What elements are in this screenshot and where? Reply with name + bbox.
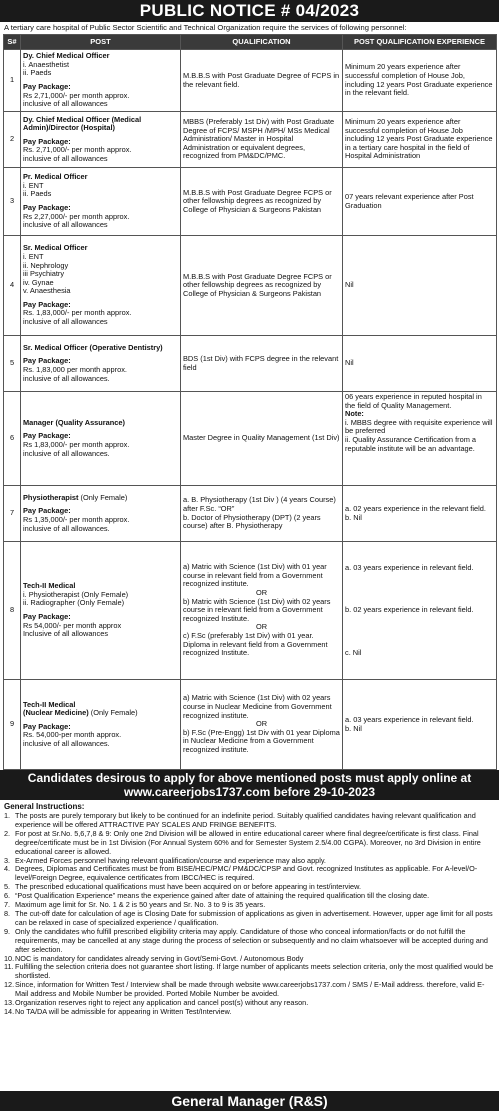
instruction-number: 1. — [4, 811, 11, 820]
posts-table — [3, 34, 497, 770]
row-sno: 5 — [4, 336, 21, 392]
table-row — [4, 112, 497, 168]
experience-item: b. Nil — [345, 512, 362, 522]
experience-item: Minimum 20 years experience after successful completion of House Job, including 12 years Post Graduate experience in the relevant field. — [345, 62, 493, 98]
qualification-item: b) F.Sc (Pre-Engg) 1st Div with 01 year Diploma in Nuclear Medicine from a Government recognized institute. — [183, 727, 340, 754]
row-qualification — [181, 486, 343, 542]
post-sub-item: iv. Gynae — [23, 277, 54, 287]
row-qualification — [181, 168, 343, 236]
post-sub-item: ii. Radiographer (Only Female) — [23, 598, 125, 608]
row-post — [21, 336, 181, 392]
pay-package-value: inclusive of all allowances — [23, 220, 108, 230]
qualification-item: b. Doctor of Physiotherapy (DPT) (2 years course) after B. Physiotherapy — [183, 512, 321, 531]
row-experience — [343, 336, 497, 392]
row-qualification — [181, 392, 343, 486]
instruction-text: Ex-Armed Forces personnel having relevant qualification/course and experience may also apply. — [15, 855, 326, 865]
instruction-number: 12. — [4, 980, 15, 990]
instruction-number: 2. — [4, 828, 11, 838]
instruction-number: 8. — [4, 908, 11, 918]
instruction-text: The posts are purely temporary but likely to be continued for an indefinite period. Suitably qualified candidates having relevant qualification and experience will be offered ATTRACTIVE PAY SCALES AND FRINGE BENEFITS. — [15, 811, 476, 829]
post-sub-item: i. Physiotherapist (Only Female) — [23, 589, 129, 599]
qualification-item: M.B.B.S with Post Graduate Degree of FCPS in the relevant field. — [183, 70, 340, 89]
pay-package-value: inclusive of all allowances. — [23, 373, 110, 383]
notice-title: PUBLIC NOTICE # 04/2023 — [0, 0, 499, 22]
instruction-number: 4. — [4, 864, 11, 874]
qualification-item: M.B.B.S with Post Graduate Degree FCPS or other fellowship degrees as recognized by College of Physician & Surgeons Pakistan — [183, 187, 332, 214]
instruction-text: Only the candidates who fulfill prescribed eligibility criteria may apply. Candidature of those who conceal information/facts or do not fulfill the requirements, may be cancelled at any stage during the process of selection or subsequently and no claim whatsoever will be accepted during and after selection. — [15, 926, 488, 954]
instruction-number: 13. — [4, 998, 15, 1008]
experience-item: 06 years experience in reputed hospital in the field of Quality Management. — [345, 392, 482, 410]
pay-package-label: Pay Package: — [23, 721, 71, 731]
pay-package-value: Rs. 1,83,000/- per month approx. — [23, 308, 132, 318]
signatory: General Manager (R&S) — [0, 1091, 499, 1111]
table-row — [4, 336, 497, 392]
instruction-item — [4, 830, 495, 857]
pay-package-value: inclusive of all allowances — [23, 99, 108, 109]
row-post — [21, 50, 181, 112]
post-title — [23, 116, 178, 133]
pay-package-value: Rs 2,71,000/- per month approx. — [23, 90, 130, 100]
row-qualification — [181, 542, 343, 680]
experience-note-label: Note: — [345, 409, 364, 419]
header-sno: S# — [4, 35, 21, 50]
row-experience — [343, 486, 497, 542]
row-qualification — [181, 680, 343, 770]
header-experience: POST QUALIFICATION EXPERIENCE — [343, 35, 497, 50]
experience-item: a. 02 years experience in the relevant field. — [345, 503, 486, 513]
instruction-text: Since, information for Written Test / Interview shall be made through website www.careerjobs1737.com / SMS / E-Mail address. therefore, valid E-Mail address and Mobile Number be provided. Ported Mobile Number be avoided. — [15, 980, 485, 999]
pay-package-value: Rs 54,000/- per month approx — [23, 620, 122, 630]
post-sub-item: v. Anaesthesia — [23, 286, 71, 296]
table-row — [4, 486, 497, 542]
experience-item: ii. Quality Assurance Certification from a reputable institute will be an advantage. — [345, 434, 477, 453]
experience-item: c. Nil — [345, 647, 362, 657]
qualification-item: a) Matric with Science (1st Div) with 01 year course in relevant field from a Government recognized institute. — [183, 562, 327, 589]
post-title-text: Dy. Chief Medical Officer — [23, 51, 110, 61]
pay-package-value: Rs. 54,000-per month approx. — [23, 730, 122, 740]
post-title-text: Pr. Medical Officer — [23, 172, 88, 182]
qualification-item: c) F.Sc (preferably 1st Div) with 01 year. Diploma in relevant field from a Government recognized Institute. — [183, 630, 328, 658]
pay-package-label: Pay Package: — [23, 356, 71, 366]
general-instructions-list — [0, 812, 499, 1017]
row-experience — [343, 236, 497, 336]
row-experience — [343, 392, 497, 486]
table-row — [4, 50, 497, 112]
post-title-text: Tech-II Medical — [23, 699, 76, 709]
instruction-item — [4, 865, 495, 883]
qualification-item: BDS (1st Div) with FCPS degree in the relevant field — [183, 353, 339, 372]
post-title-text: Manager (Quality Assurance) — [23, 417, 125, 427]
header-post: POST — [21, 35, 181, 50]
row-sno: 4 — [4, 236, 21, 336]
instruction-text: For post at Sr.No. 5,6,7,8 & 9: Only one 2nd Division will be allowed in entire educational career where final degree/certificate is first class. Final degree/certificate must be in 1st Division (For Annual System 60% and for Semester System 2.5/4.00 CGPA). Moreover, no 3rd Division in entire educational career is allowed. — [15, 828, 481, 856]
post-title-text: Physiotherapist — [23, 492, 79, 502]
instruction-text: “Post Qualification Experience” means the experience gained after date of attaining the required qualification till the closing date. — [15, 891, 430, 901]
instruction-text: Organization reserves right to reject any application and cancel post(s) without any reason. — [15, 998, 309, 1008]
post-sub-item: i. ENT — [23, 251, 44, 261]
instruction-number: 6. — [4, 891, 11, 901]
experience-item: 07 years relevant experience after Post Graduation — [345, 191, 474, 210]
instruction-item — [4, 981, 495, 999]
instruction-number: 5. — [4, 882, 11, 892]
instruction-text: NOC is mandatory for candidates already serving in Govt/Semi-Govt. / Autonomous Body — [15, 953, 304, 963]
instruction-number: 11. — [4, 962, 14, 972]
table-row — [4, 680, 497, 770]
pay-package-label: Pay Package: — [23, 612, 71, 621]
pay-package-value: Rs 1,35,000/- per month approx. — [23, 515, 130, 524]
pay-package-value: inclusive of all allowances. — [23, 738, 110, 748]
pay-package-value: Rs 1,83,000/- per month approx. — [23, 440, 130, 449]
table-row — [4, 542, 497, 680]
pay-package-value: Rs. 1,83,000 per month approx. — [23, 365, 127, 374]
post-title-text: Sr. Medical Officer (Operative Dentistry) — [23, 342, 163, 352]
banner-line1: Candidates desirous to apply for above mentioned posts must apply online at — [27, 771, 472, 785]
pay-package-label: Pay Package: — [23, 299, 71, 309]
instruction-text: The cut-off date for calculation of age is Closing Date for submission of applications as given in advertisement. However, upper age limit for all posts can be relaxed in case of specialized experience / qualification. — [15, 908, 493, 927]
post-sub-item: ii. Paeds — [23, 68, 52, 78]
instruction-text: Fulfilling the selection criteria does not guarantee short listing. If large number of applicants meets selection criteria, only the most qualified would be shortlisted. — [15, 962, 494, 981]
post-title-suffix: (Only Female) — [88, 708, 138, 718]
experience-item: b. 02 years experience in relevant field. — [345, 605, 474, 615]
header-qualification: QUALIFICATION — [181, 35, 343, 50]
experience-item: Nil — [345, 358, 354, 368]
row-experience — [343, 542, 497, 680]
row-experience — [343, 50, 497, 112]
row-sno: 9 — [4, 680, 21, 770]
general-instructions-heading: General Instructions: — [4, 802, 85, 811]
instruction-number: 10. — [4, 953, 15, 963]
experience-item: Nil — [345, 280, 354, 290]
post-title-suffix: (Only Female) — [78, 492, 128, 502]
row-experience — [343, 680, 497, 770]
instruction-text: Degrees, Diplomas and Certificates must be from BISE/HEC/PMC/ PM&DC/CPSP and Govt. recognized Institutes as applicable. For A-level/O-level/Foreign Degree, equivalence certificates from IBCC/HEC is required. — [15, 864, 478, 883]
pay-package-value: Rs. 2,71,000/- per month approx. — [23, 145, 132, 155]
post-title-text: Tech-II Medical — [23, 581, 76, 591]
pay-package-value: Inclusive of all allowances — [23, 629, 109, 639]
experience-item: b. Nil — [345, 723, 362, 733]
post-title — [23, 244, 178, 253]
pay-package-label: Pay Package: — [23, 136, 71, 146]
post-sub-item: i. ENT — [23, 180, 44, 190]
instruction-item — [4, 963, 495, 981]
post-sub-item: ii. Paeds — [23, 189, 52, 199]
pay-package-value: inclusive of all allowances. — [23, 523, 110, 533]
qualification-item: a) Matric with Science (1st Div) with 02 years course in Nuclear Medicine from Government recognized institute. — [183, 693, 332, 720]
post-title-line2: (Nuclear Medicine) — [23, 708, 89, 718]
row-qualification — [181, 236, 343, 336]
instruction-number: 3. — [4, 855, 11, 865]
instruction-number: 7. — [4, 900, 11, 910]
table-header-row — [4, 35, 497, 50]
post-sub-item: iii Psychiatry — [23, 269, 65, 279]
pay-package-value: inclusive of all allowances — [23, 317, 108, 327]
qualification-item: a. B. Physiotherapy (1st Div ) (4 years Course) after F.Sc. “OR” — [183, 495, 336, 513]
experience-item: Minimum 20 years experience after successful completion of House Job including 12 years Post Graduate experience in a tertiary care hospital in the field of Hospital Administration — [345, 117, 493, 161]
post-title — [23, 494, 178, 503]
notice-intro: A tertiary care hospital of Public Sector Scientific and Technical Organization require the services of following personnel: — [4, 23, 407, 32]
post-title — [23, 173, 178, 182]
pay-package-label: Pay Package: — [23, 82, 71, 91]
instruction-number: 14. — [4, 1006, 15, 1016]
qualification-item: b) Matric with Science (1st Div) with 02 years course in relevant field from a Government recognized Institute. — [183, 596, 331, 623]
row-qualification — [181, 50, 343, 112]
post-title — [23, 701, 178, 718]
row-sno: 6 — [4, 392, 21, 486]
pay-package-label: Pay Package: — [23, 431, 71, 441]
qualification-or: OR — [255, 588, 268, 598]
row-sno: 7 — [4, 486, 21, 542]
pay-package-label: Pay Package: — [23, 506, 71, 516]
row-post — [21, 112, 181, 168]
instruction-item — [4, 812, 495, 830]
instruction-text: Maximum age limit for Sr. No. 1 & 2 is 50 years and Sr. No. 3 to 9 is 35 years. — [15, 900, 266, 910]
post-sub-item: ii. Nephrology — [23, 260, 69, 270]
row-sno: 8 — [4, 542, 21, 680]
qualification-item: MBBS (Preferably 1st Div) with Post Graduate Degree of FCPS/ MSPH /MPH/ MSs Medical Administration/ Master in Hospital Administration or equivalent degrees, recognized from PM&DC/PMC. — [183, 117, 335, 161]
apply-online-banner — [0, 770, 499, 800]
row-post — [21, 392, 181, 486]
row-post — [21, 168, 181, 236]
experience-item: a. 03 years experience in relevant field. — [345, 562, 474, 572]
instruction-item — [4, 1008, 495, 1017]
row-post — [21, 542, 181, 680]
table-row — [4, 236, 497, 336]
instruction-text: The prescribed educational qualifications must have been acquired on or before appearing in test/interview. — [15, 882, 362, 892]
row-post — [21, 486, 181, 542]
post-sub-item: i. Anaesthetist — [23, 59, 70, 69]
posts-table-body — [4, 50, 497, 770]
row-post — [21, 236, 181, 336]
qualification-item: M.B.B.S with Post Graduate Degree FCPS or other fellowship degrees as recognized by College of Physician & Surgeons Pakistan — [183, 271, 332, 298]
row-qualification — [181, 112, 343, 168]
post-title — [23, 419, 178, 428]
instruction-item — [4, 928, 495, 955]
instruction-item — [4, 910, 495, 928]
pay-package-label: Pay Package: — [23, 203, 71, 212]
table-row — [4, 168, 497, 236]
row-post — [21, 680, 181, 770]
experience-item: i. MBBS degree with requisite experience will be preferred — [345, 417, 493, 436]
pay-package-value: inclusive of all allowances — [23, 153, 108, 163]
table-row — [4, 392, 497, 486]
row-experience — [343, 168, 497, 236]
qualification-item: Master Degree in Quality Management (1st Div) — [183, 433, 340, 443]
qualification-or: OR — [255, 622, 268, 632]
row-sno: 3 — [4, 168, 21, 236]
qualification-or: OR — [255, 719, 268, 729]
pay-package-value: Rs 2,27,000/- per month approx. — [23, 211, 130, 221]
row-experience — [343, 112, 497, 168]
banner-line2: www.careerjobs1737.com before 29-10-2023 — [123, 784, 376, 799]
experience-item: a. 03 years experience in relevant field. — [345, 714, 474, 724]
post-title — [23, 344, 178, 353]
row-sno: 2 — [4, 112, 21, 168]
row-sno: 1 — [4, 50, 21, 112]
pay-package-value: inclusive of all allowances. — [23, 448, 110, 458]
post-title-text: Dy. Chief Medical Officer (Medical Admin)/Director (Hospital) — [23, 114, 142, 133]
instruction-number: 9. — [4, 926, 11, 936]
instruction-text: No TA/DA will be admissible for appearing in Written Test/Interview. — [15, 1006, 232, 1016]
post-title-text: Sr. Medical Officer — [23, 243, 88, 253]
row-qualification — [181, 336, 343, 392]
